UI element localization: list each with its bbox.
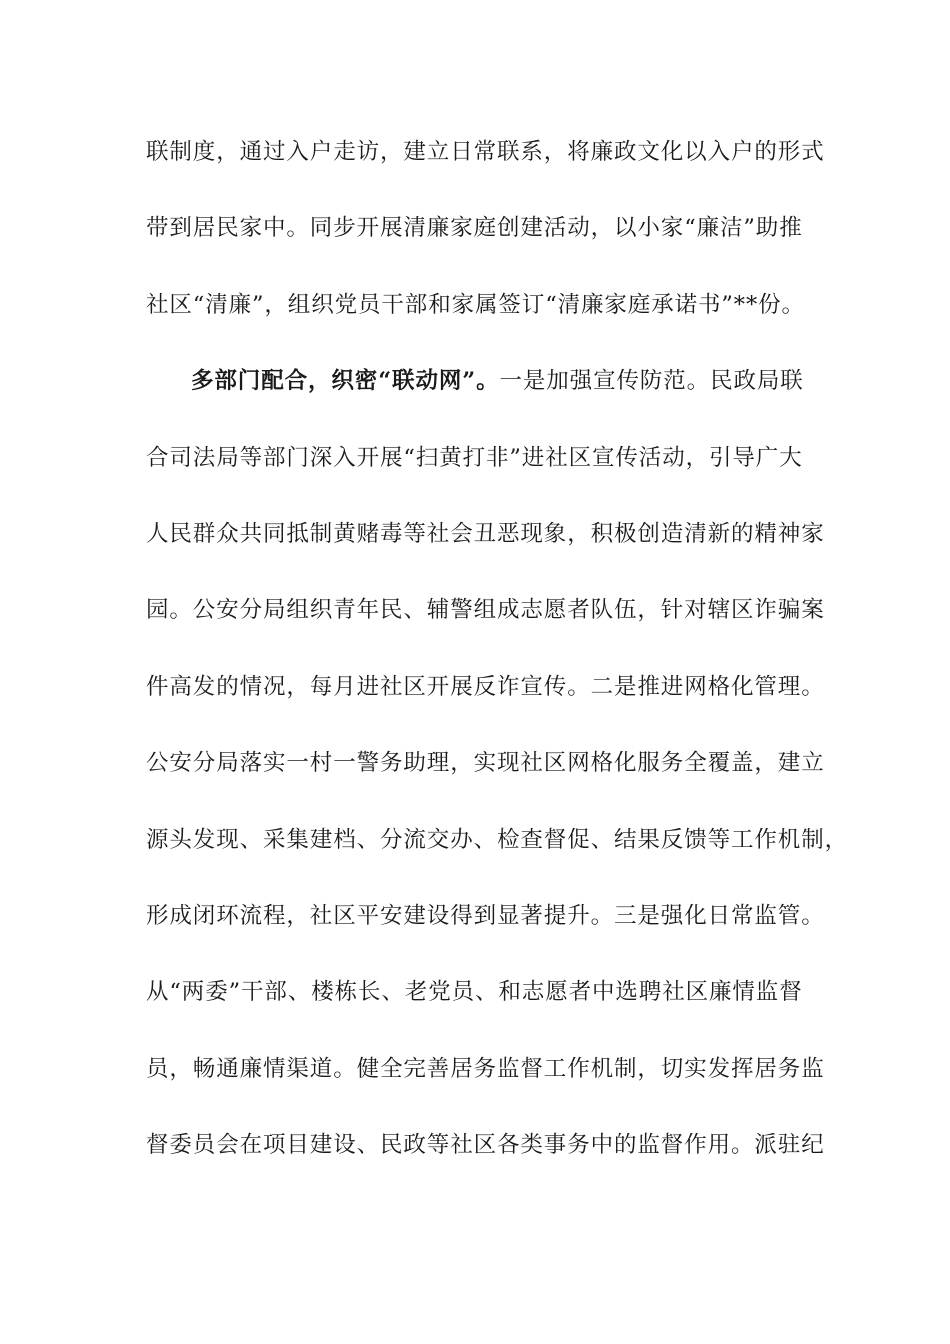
text-line: 件高发的情况，每月进社区开展反诈宣传。二是推进网格化管理。 <box>146 673 825 700</box>
text-line: 联制度，通过入户走访，建立日常联系，将廉政文化以入户的形式 <box>146 139 825 165</box>
text-line: 员，畅通廉情渠道。健全完善居务监督工作机制，切实发挥居务监 <box>146 1055 825 1082</box>
text-line: 合司法局等部门深入开展“扫黄打非”进社区宣传活动，引导广大 <box>146 444 803 471</box>
text-line-first <box>146 357 806 433</box>
text-line: 社区“清廉”，组织党员干部和家属签订“清廉家庭承诺书”**份。 <box>146 291 805 318</box>
text-line: 形成闭环流程，社区平安建设得到显著提升。三是强化日常监管。 <box>146 902 825 929</box>
text-line: 带到居民家中。同步开展清廉家庭创建活动，以小家“廉洁”助推 <box>146 215 803 242</box>
text-line: 从“两委”干部、楼栋长、老党员、和志愿者中选聘社区廉情监督 <box>146 979 803 1006</box>
text-line: 源头发现、采集建档、分流交办、检查督促、结果反馈等工作机制， <box>146 826 849 853</box>
first-line-text: 一是加强宣传防范。民政局联 <box>499 368 804 395</box>
text-line: 公安分局落实一村一警务助理，实现社区网格化服务全覆盖，建立 <box>146 750 825 777</box>
paragraph-2 <box>146 357 849 1197</box>
paragraph-heading: 多部门配合，织密“联动网”。 <box>191 368 500 395</box>
document-body <box>146 128 849 1197</box>
paragraph-1 <box>146 128 825 357</box>
text-line: 督委员会在项目建设、民政等社区各类事务中的监督作用。派驻纪 <box>146 1132 825 1159</box>
text-line: 园。公安分局组织青年民、辅警组成志愿者队伍，针对辖区诈骗案 <box>146 597 825 624</box>
text-line: 人民群众共同抵制黄赌毒等社会丑恶现象，积极创造清新的精神家 <box>146 520 825 547</box>
